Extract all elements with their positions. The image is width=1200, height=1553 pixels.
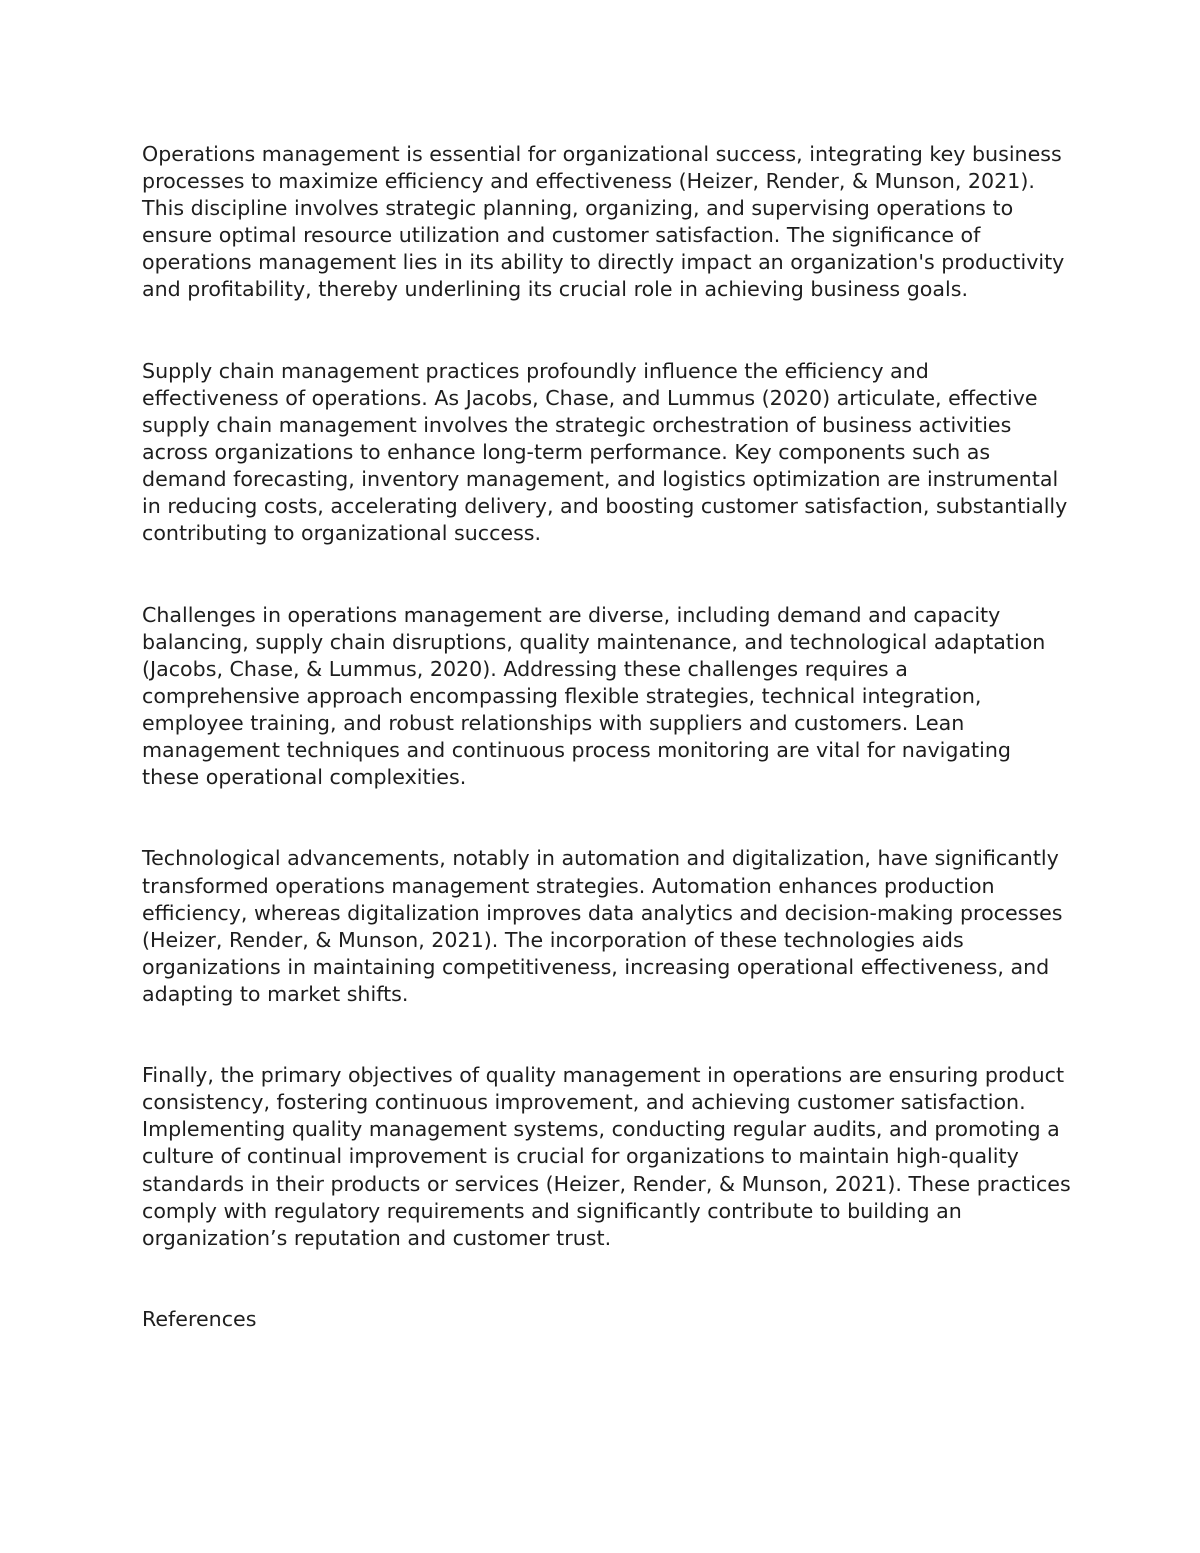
paragraph-supply-chain: Supply chain management practices profoundly influence the efficiency and effectiveness of operations. As Jacobs, Chase, and Lummus (2020) articulate, effective supply chain management involves the strategic orchestration of business activities across organizations to enhance long-term performance. Key components such as demand forecasting, inventory management, and logistics optimization are instrumental in reducing costs, accelerating delivery, and boosting customer satisfaction, substantially contributing to organizational success. [142, 358, 1068, 546]
paragraph-quality-management: Finally, the primary objectives of quality management in operations are ensuring product consistency, fostering continuous improvement, and achieving customer satisfaction. Implementing quality management systems, conducting regular audits, and promoting a culture of continual improvement is crucial for organizations to maintain high-quality standards in their products or services (Heizer, Render, & Munson, 2021). These practices comply with regulatory requirements and significantly contribute to building an organization’s reputation and customer trust. [142, 1063, 1071, 1250]
paragraph-operations-management: Operations management is essential for organizational success, integrating key business processes to maximize efficiency and effectiveness (Heizer, Render, & Munson, 2021). This discipline involves strategic planning, organizing, and supervising operations to ensure optimal resource utilization and customer satisfaction. The significance of operations management lies in its ability to directly impact an organization's productivity and profitability, thereby underlining its crucial role in achieving business goals. [142, 142, 1065, 302]
paragraph-challenges: Challenges in operations management are diverse, including demand and capacity balancing, supply chain disruptions, quality maintenance, and technological adaptation (Jacobs, Chase, & Lummus, 2020). Addressing these challenges requires a comprehensive approach encompassing flexible strategies, technical integration, employee training, and robust relationships with suppliers and customers. Lean management techniques and continuous process monitoring are vital for navigating these operational complexities. [142, 602, 1046, 790]
references-heading: References [142, 1307, 257, 1332]
document-body [142, 141, 1072, 1387]
paragraph-technology: Technological advancements, notably in automation and digitalization, have significantly transformed operations management strategies. Automation enhances production efficiency, whereas digitalization improves data analytics and decision-making processes (Heizer, Render, & Munson, 2021). The incorporation of these technologies aids organizations in maintaining competitiveness, increasing operational effectiveness, and adapting to market shifts. [142, 846, 1063, 1006]
